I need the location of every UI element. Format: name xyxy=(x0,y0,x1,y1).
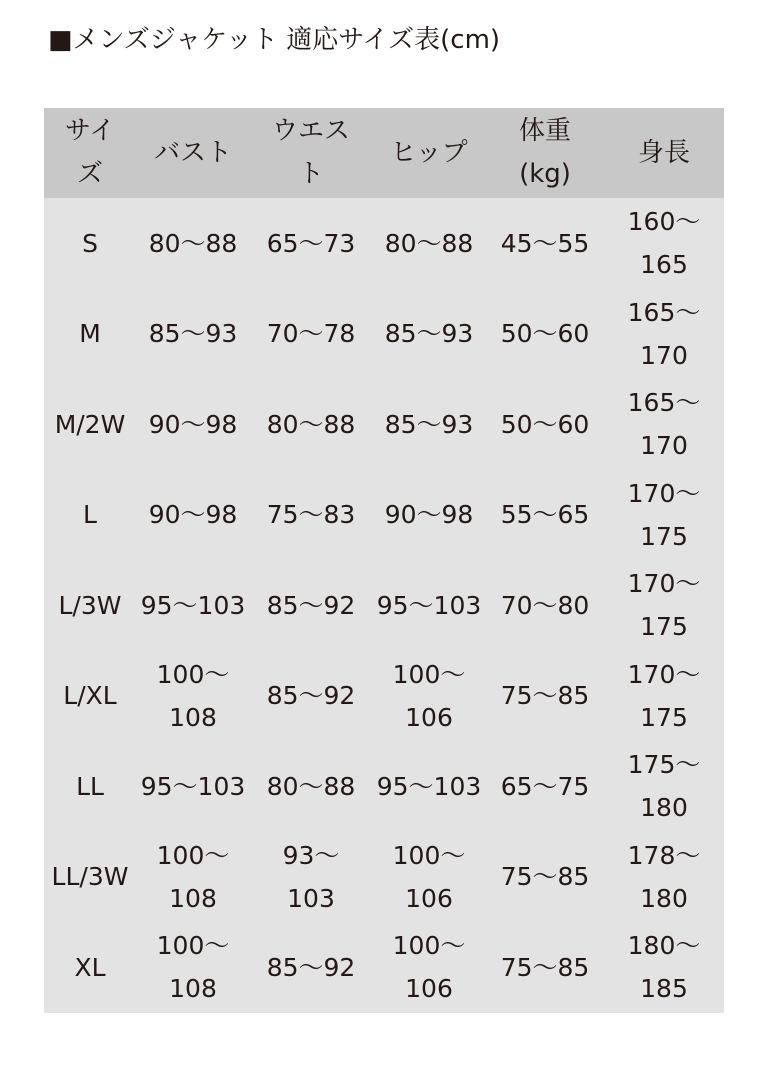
header-weight: 体重 (kg) xyxy=(518,116,571,189)
cell-hip: 85〜93 xyxy=(384,409,474,439)
cell-waist: 85〜92 xyxy=(266,681,356,711)
cell-waist: 75〜83 xyxy=(266,500,356,530)
cell-weight: 75〜85 xyxy=(500,862,590,892)
cell-size: L xyxy=(83,500,97,530)
cell-hip: 95〜103 xyxy=(376,771,482,801)
header-waist: ウエス ト xyxy=(271,116,350,189)
cell-bust: 80〜88 xyxy=(148,228,238,258)
cell-waist: 65〜73 xyxy=(266,228,356,258)
cell-bust: 85〜93 xyxy=(148,319,238,349)
cell-height: 170〜 175 xyxy=(627,478,701,551)
cell-height: 178〜 180 xyxy=(627,840,701,913)
cell-size: S xyxy=(82,228,98,258)
cell-weight: 45〜55 xyxy=(500,228,590,258)
table-row xyxy=(44,470,724,561)
cell-hip: 80〜88 xyxy=(384,228,474,258)
cell-waist: 93〜 103 xyxy=(282,840,340,913)
table-row xyxy=(44,289,724,380)
cell-weight: 55〜65 xyxy=(500,500,590,530)
cell-hip: 95〜103 xyxy=(376,590,482,620)
cell-bust: 90〜98 xyxy=(148,500,238,530)
cell-size: LL xyxy=(76,771,104,801)
cell-size: LL/3W xyxy=(51,862,129,892)
table-row xyxy=(44,198,724,289)
cell-bust: 90〜98 xyxy=(148,409,238,439)
cell-height: 170〜 175 xyxy=(627,569,701,642)
cell-height: 165〜 170 xyxy=(627,297,701,370)
table-header-row xyxy=(44,108,724,198)
cell-weight: 75〜85 xyxy=(500,681,590,711)
cell-weight: 75〜85 xyxy=(500,952,590,982)
cell-weight: 50〜60 xyxy=(500,319,590,349)
cell-weight: 70〜80 xyxy=(500,590,590,620)
table-row xyxy=(44,832,724,923)
cell-weight: 65〜75 xyxy=(500,771,590,801)
cell-height: 180〜 185 xyxy=(627,931,701,1004)
cell-waist: 80〜88 xyxy=(266,771,356,801)
table-row xyxy=(44,922,724,1013)
cell-hip: 100〜 106 xyxy=(392,840,466,913)
cell-waist: 85〜92 xyxy=(266,590,356,620)
cell-size: M xyxy=(79,319,101,349)
cell-size: XL xyxy=(74,952,106,982)
cell-bust: 95〜103 xyxy=(140,590,246,620)
cell-hip: 100〜 106 xyxy=(392,659,466,732)
cell-bust: 100〜 108 xyxy=(156,931,230,1004)
header-hip: ヒップ xyxy=(390,137,468,168)
header-size: サイ ズ xyxy=(64,116,116,189)
cell-height: 170〜 175 xyxy=(627,659,701,732)
table-row xyxy=(44,741,724,832)
size-table xyxy=(44,108,724,1013)
cell-waist: 80〜88 xyxy=(266,409,356,439)
cell-bust: 100〜 108 xyxy=(156,840,230,913)
cell-bust: 100〜 108 xyxy=(156,659,230,732)
table-row xyxy=(44,379,724,470)
cell-size: L/3W xyxy=(58,590,122,620)
cell-hip: 90〜98 xyxy=(384,500,474,530)
header-height: 身長 xyxy=(637,137,690,168)
cell-height: 160〜 165 xyxy=(627,207,701,280)
cell-height: 165〜 170 xyxy=(627,388,701,461)
cell-size: M/2W xyxy=(54,409,126,439)
header-bust: バスト xyxy=(153,137,232,168)
cell-bust: 95〜103 xyxy=(140,771,246,801)
table-row xyxy=(44,560,724,651)
cell-waist: 85〜92 xyxy=(266,952,356,982)
cell-weight: 50〜60 xyxy=(500,409,590,439)
page-title: ■メンズジャケット 適応サイズ表(cm) xyxy=(48,25,501,55)
table-row xyxy=(44,651,724,742)
cell-waist: 70〜78 xyxy=(266,319,356,349)
cell-hip: 100〜 106 xyxy=(392,931,466,1004)
cell-hip: 85〜93 xyxy=(384,319,474,349)
cell-size: L/XL xyxy=(63,681,117,711)
cell-height: 175〜 180 xyxy=(627,750,701,823)
